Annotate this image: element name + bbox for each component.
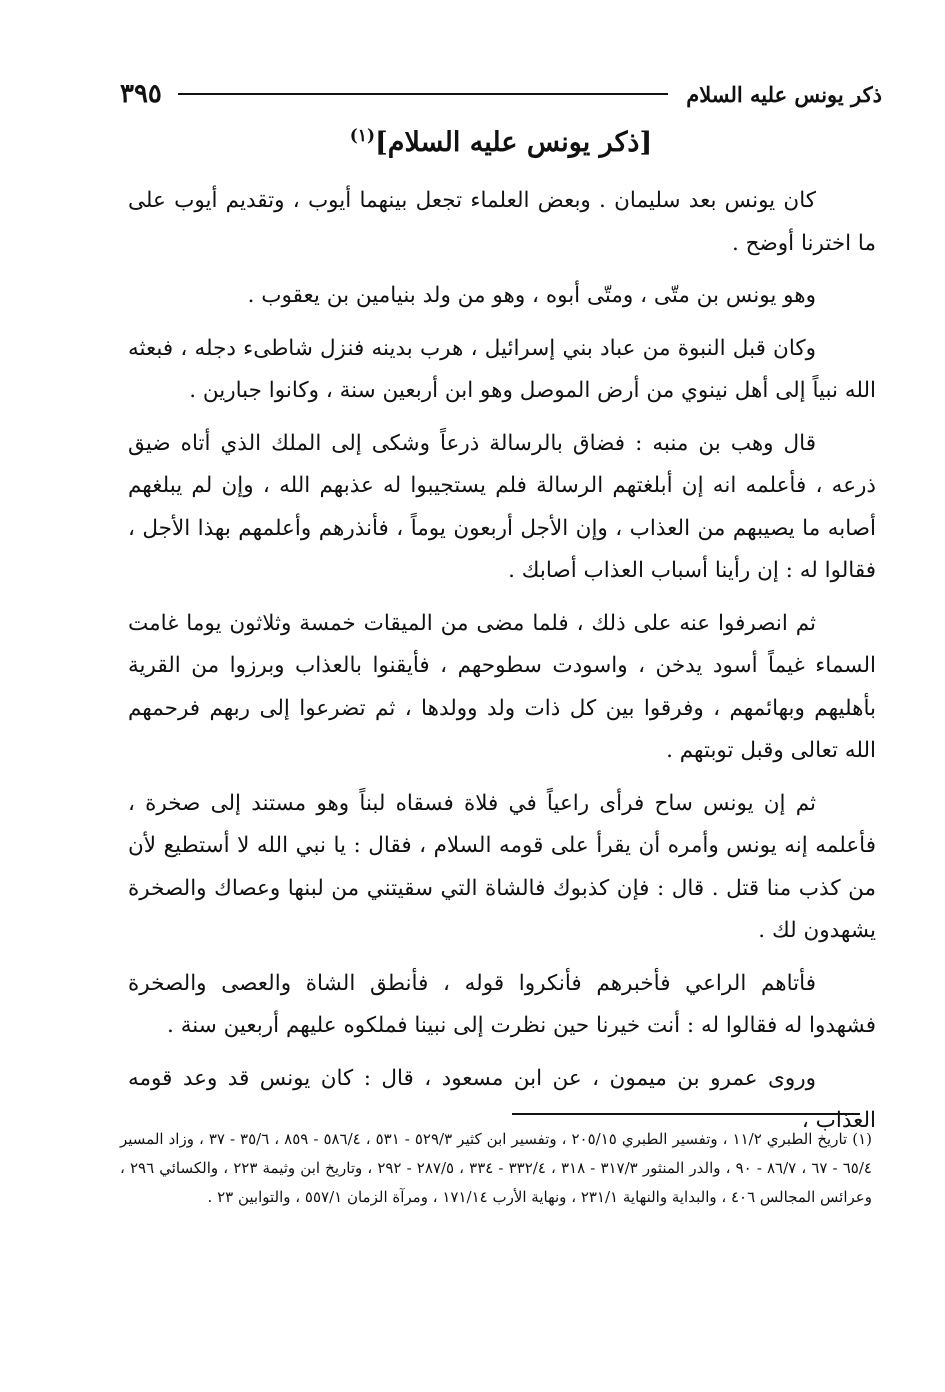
chapter-title-text: [ذكر يونس عليه السلام] — [374, 127, 653, 158]
paragraph: قال وهب بن منبه : فضاق بالرسالة ذرعاً وشكى إلى الملك الذي أتاه ضيق ذرعه ، فأعلمه انه إن أبلغتهم الرسالة فلم يستجيبوا له عذبهم الله ، وإن لم يبلغهم أصابه ما يصيبهم من العذاب ، وإن الأجل أربعون يوماً ، فأنذرهم وأعلمهم بهذا الأجل ، فقالوا له : إن رأينا أسباب العذاب أصابك . — [128, 430, 876, 583]
body-text — [128, 180, 876, 1153]
chapter-title — [120, 126, 882, 158]
paragraph: وروى عمرو بن ميمون ، عن ابن مسعود ، قال : كان يونس قد وعد قومه العذاب ، — [128, 1065, 876, 1133]
page-header — [120, 74, 882, 114]
paragraph: وهو يونس بن متّى ، ومتّى أبوه ، وهو من ولد بنيامين بن يعقوب . — [247, 283, 816, 308]
page-number: ٣٩٥ — [120, 79, 162, 109]
paragraph: فأتاهم الراعي فأخبرهم فأنكروا قوله ، فأنطق الشاة والعصى والصخرة فشهدوا له فقالوا له : أنت خيرنا حين نظرت إلى نبينا فملكوه عليهم أربعين سنة . — [128, 970, 876, 1038]
header-rule — [178, 93, 668, 95]
footnote — [120, 1125, 872, 1212]
running-title: ذكر يونس عليه السلام — [686, 81, 882, 107]
paragraph: كان يونس بعد سليمان . وبعض العلماء تجعل بينهما أيوب ، وتقديم أيوب على ما اخترنا أوضح . — [128, 188, 876, 256]
footnote-text: (١) تاريخ الطبري ١١/٢ ، وتفسير الطبري ٢٠٥/١٥ ، وتفسير ابن كثير ٥٢٩/٣ - ٥٣١ ، ٥٨٦/٤ - ٨٥٩ ، ٣٥/٦ - ٣٧ ، وزاد المسير ٦٥/٤ - ٦٧ ، ٨٦/٧ - ٩٠ ، والدر المنثور ٣١٧/٣ - ٣١٨ ، ٣٣٢/٤ - ٣٣٤ ، ٢٨٧/٥ - ٢٩٢ ، وتاريخ ابن وثيمة ٢٢٣ ، والكسائي ٢٩٦ ، وعرائس المجالس ٤٠٦ ، والبداية والنهاية ٢٣١/١ ، ونهاية الأرب ١٧١/١٤ ، ومرآة الزمان ٥٥٧/١ ، والتوابين ٢٣ . — [120, 1130, 873, 1206]
paragraph: وكان قبل النبوة من عباد بني إسرائيل ، هرب بدينه فنزل شاطىء دجله ، فبعثه الله نبياً إلى أهل نينوي من أرض الموصل وهو ابن أربعين سنة ، وكانوا جبارين . — [128, 335, 876, 403]
paragraph: ثم انصرفوا عنه على ذلك ، فلما مضى من الميقات خمسة وثلاثون يوما غامت السماء غيماً أسود يدخن ، واسودت سطوحهم ، فأيقنوا بالعذاب وبرزوا من القرية بأهليهم وبهائمهم ، وفرقوا بين كل ذات ولد وولدها ، ثم تضرعوا إلى ربهم فرحمهم الله تعالى وقبل توبتهم . — [128, 610, 876, 763]
paragraph: ثم إن يونس ساح فرأى راعياً في فلاة فسقاه لبناً وهو مستند إلى صخرة ، فأعلمه إنه يونس وأمره أن يقرأ على قومه السلام ، فقال : يا نبي الله لا أستطيع لأن من كذب منا قتل . قال : فإن كذبوك فالشاة التي سقيتني من لبنها وعصاك والصخرة يشهدون لك . — [128, 790, 876, 943]
footnote-marker: (١) — [349, 126, 375, 146]
footnote-rule — [512, 1113, 860, 1115]
